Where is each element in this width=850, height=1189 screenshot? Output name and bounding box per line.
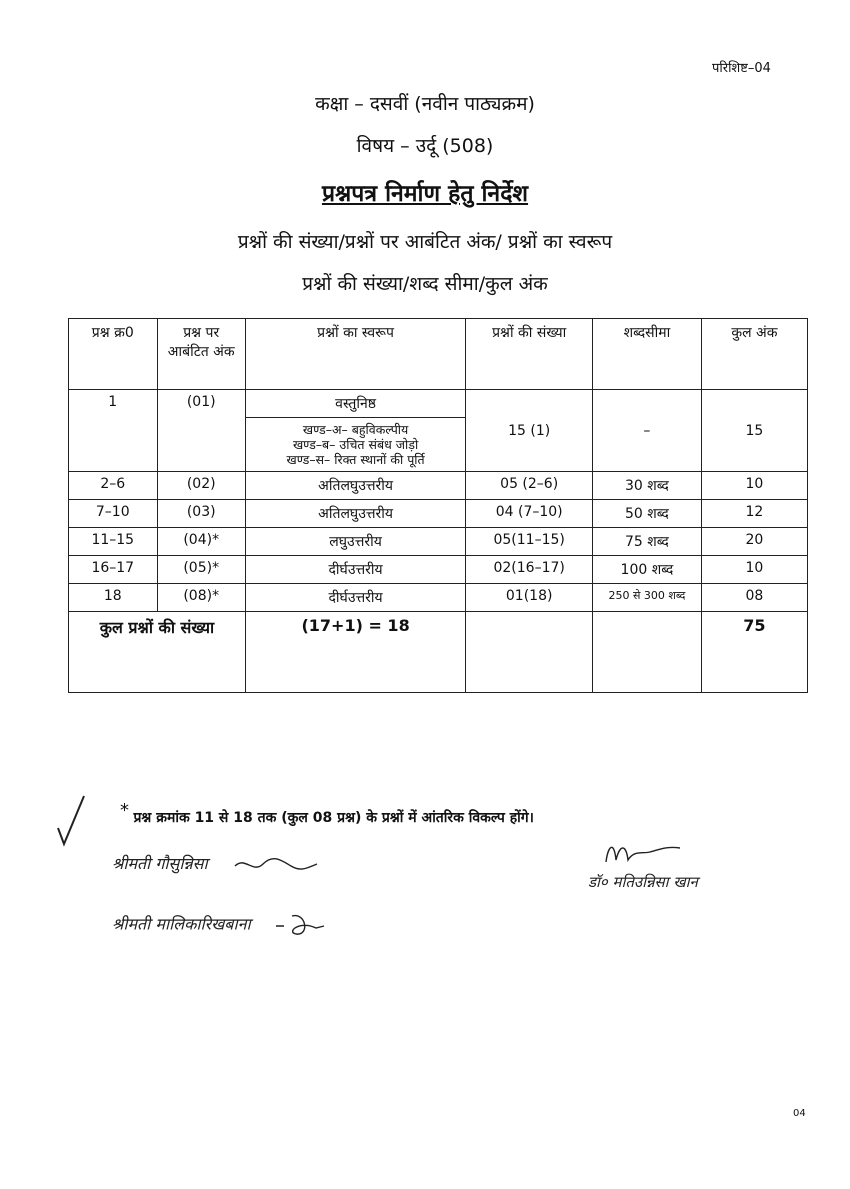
cell-word-limit: 100 शब्द xyxy=(593,556,702,584)
total-label: कुल प्रश्नों की संख्या xyxy=(69,612,246,693)
cell-subparts xyxy=(245,418,465,472)
cell-type: वस्तुनिष्ठ xyxy=(245,390,465,418)
cell-type: दीर्घउत्तरीय xyxy=(245,556,465,584)
subpart-c: खण्ड–स– रिक्त स्थानों की पूर्ति xyxy=(286,452,425,467)
subject-line: विषय – उर्दू (508) xyxy=(356,135,494,157)
cell-question-no: 2–6 xyxy=(69,472,158,500)
total-empty-1 xyxy=(466,612,593,693)
table-row xyxy=(69,584,808,612)
cell-word-limit: 50 शब्द xyxy=(593,500,702,528)
cell-total-marks: 10 xyxy=(701,472,807,500)
cell-total-marks: 12 xyxy=(701,500,807,528)
footnote-text: प्रश्न क्रमांक 11 से 18 तक (कुल 08 प्रश्न) के प्रश्नों में आंतरिक विकल्प होंगे। xyxy=(133,810,534,826)
header-word-limit: शब्दसीमा xyxy=(593,319,702,390)
total-marks: 75 xyxy=(701,612,807,693)
signature-2 xyxy=(112,910,330,940)
cell-question-no: 18 xyxy=(69,584,158,612)
cell-marks: (05)* xyxy=(157,556,245,584)
cell-word-limit: 75 शब्द xyxy=(593,528,702,556)
appendix-label: परिशिष्ट–04 xyxy=(712,61,771,76)
signature-1-scribble-icon xyxy=(231,854,321,876)
cell-question-no: 11–15 xyxy=(69,528,158,556)
table-header-row xyxy=(69,319,808,390)
cell-marks: (04)* xyxy=(157,528,245,556)
tick-mark-icon xyxy=(54,790,94,850)
cell-word-limit: – xyxy=(593,390,702,472)
subpart-a: खण्ड–अ– बहुविकल्पीय xyxy=(302,422,409,437)
table-row xyxy=(69,528,808,556)
cell-count: 15 (1) xyxy=(466,390,593,472)
cell-marks: (02) xyxy=(157,472,245,500)
page-mark: 04 xyxy=(793,1108,806,1119)
cell-total-marks: 20 xyxy=(701,528,807,556)
question-table xyxy=(68,318,808,693)
signature-1 xyxy=(112,852,321,876)
signature-3-name: डॉ० मतिउन्निसा खान xyxy=(588,873,698,891)
footnote xyxy=(120,800,534,827)
signature-1-name: श्रीमती गौसुन्निसा xyxy=(112,854,208,873)
page-title: प्रश्नपत्र निर्माण हेतु निर्देश xyxy=(321,181,529,207)
footnote-star: * xyxy=(120,800,129,821)
cell-type: अतिलघुउत्तरीय xyxy=(245,472,465,500)
class-line: कक्षा – दसवीं (नवीन पाठ्यक्रम) xyxy=(315,93,535,115)
table-row xyxy=(69,390,808,418)
table-total-row xyxy=(69,612,808,693)
signature-3-scribble-icon xyxy=(600,836,690,870)
table-row xyxy=(69,500,808,528)
header-question-no: प्रश्न क्र0 xyxy=(69,319,158,390)
cell-count: 02(16–17) xyxy=(466,556,593,584)
cell-count: 05 (2–6) xyxy=(466,472,593,500)
cell-marks: (08)* xyxy=(157,584,245,612)
table-row xyxy=(69,556,808,584)
cell-type: अतिलघुउत्तरीय xyxy=(245,500,465,528)
signature-2-scribble-icon xyxy=(270,910,330,940)
cell-count: 01(18) xyxy=(466,584,593,612)
cell-word-limit: 30 शब्द xyxy=(593,472,702,500)
cell-marks: (03) xyxy=(157,500,245,528)
cell-question-no: 7–10 xyxy=(69,500,158,528)
cell-word-limit: 250 से 300 शब्द xyxy=(593,584,702,612)
cell-count: 04 (7–10) xyxy=(466,500,593,528)
cell-type: दीर्घउत्तरीय xyxy=(245,584,465,612)
total-formula: (17+1) = 18 xyxy=(245,612,465,693)
subtitle-1: प्रश्नों की संख्या/प्रश्नों पर आबंटित अंक/ प्रश्नों का स्वरूप xyxy=(237,231,613,253)
cell-marks: (01) xyxy=(157,390,245,472)
signature-2-name: श्रीमती मालिकारिखबाना xyxy=(112,914,251,934)
cell-count: 05(11–15) xyxy=(466,528,593,556)
header-type: प्रश्नों का स्वरूप xyxy=(245,319,465,390)
header-total-marks: कुल अंक xyxy=(701,319,807,390)
subpart-b: खण्ड–ब– उचित संबंध जोड़ो xyxy=(292,437,419,452)
subtitle-2: प्रश्नों की संख्या/शब्द सीमा/कुल अंक xyxy=(302,273,548,295)
cell-type: लघुउत्तरीय xyxy=(245,528,465,556)
cell-total-marks: 15 xyxy=(701,390,807,472)
cell-question-no: 1 xyxy=(69,390,158,472)
header-count: प्रश्नों की संख्या xyxy=(466,319,593,390)
table-row xyxy=(69,472,808,500)
total-empty-2 xyxy=(593,612,702,693)
cell-total-marks: 10 xyxy=(701,556,807,584)
cell-total-marks: 08 xyxy=(701,584,807,612)
cell-question-no: 16–17 xyxy=(69,556,158,584)
header-marks: प्रश्न पर आबंटित अंक xyxy=(157,319,245,390)
